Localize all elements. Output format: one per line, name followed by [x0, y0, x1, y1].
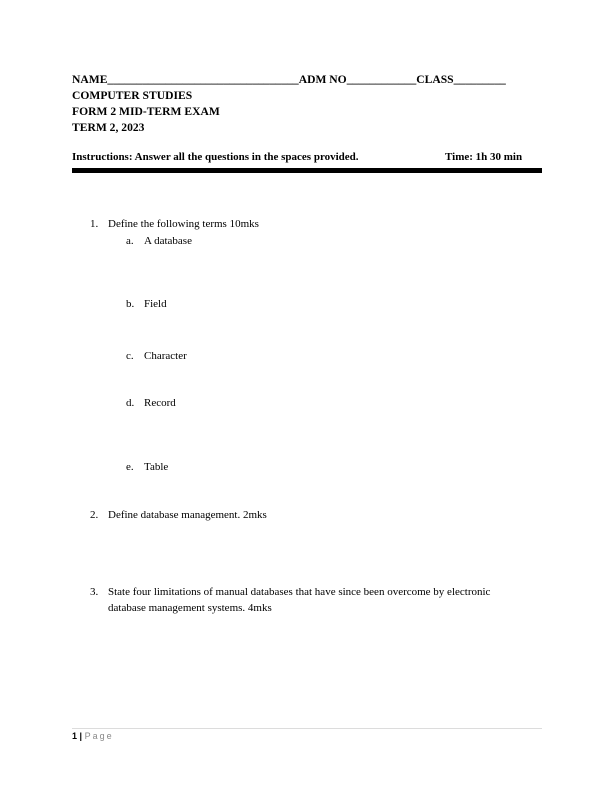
page-number: 1 — [72, 731, 78, 741]
sub-item-text: Character — [144, 350, 187, 362]
instructions-text: Instructions: Answer all the questions in the spaces provided. — [72, 151, 359, 163]
question-text: Define the following terms 10mks — [108, 218, 259, 230]
student-details-line: NAME_________________________________ADM NO____________CLASS_________ — [72, 73, 506, 86]
footer-divider — [72, 728, 542, 729]
footer-separator: | — [79, 731, 83, 741]
question-text: Define database management. 2mks — [108, 509, 267, 521]
question-number: 2. — [90, 509, 99, 521]
question-text: State four limitations of manual databases that have since been overcome by electronic database management systems. 4mks — [108, 586, 491, 614]
time-allowed: Time: 1h 30 min — [445, 151, 523, 163]
sub-item-text: A database — [144, 235, 192, 247]
sub-item-letter: b. — [126, 298, 135, 310]
page-label: Page — [84, 731, 114, 741]
sub-item-text: Field — [144, 298, 167, 310]
term-title: TERM 2, 2023 — [72, 121, 145, 134]
sub-item-text: Record — [144, 397, 176, 409]
sub-item-letter: d. — [126, 397, 135, 409]
page-footer — [72, 731, 114, 741]
sub-item-letter: e. — [126, 461, 134, 473]
question-number: 1. — [90, 218, 99, 230]
instructions-row — [72, 151, 542, 163]
header-divider — [72, 168, 542, 173]
exam-title: FORM 2 MID-TERM EXAM — [72, 105, 220, 118]
sub-item-letter: c. — [126, 350, 134, 362]
question-number: 3. — [90, 586, 99, 598]
sub-item-letter: a. — [126, 235, 134, 247]
sub-item-text: Table — [144, 461, 169, 473]
subject-title: COMPUTER STUDIES — [72, 89, 193, 102]
